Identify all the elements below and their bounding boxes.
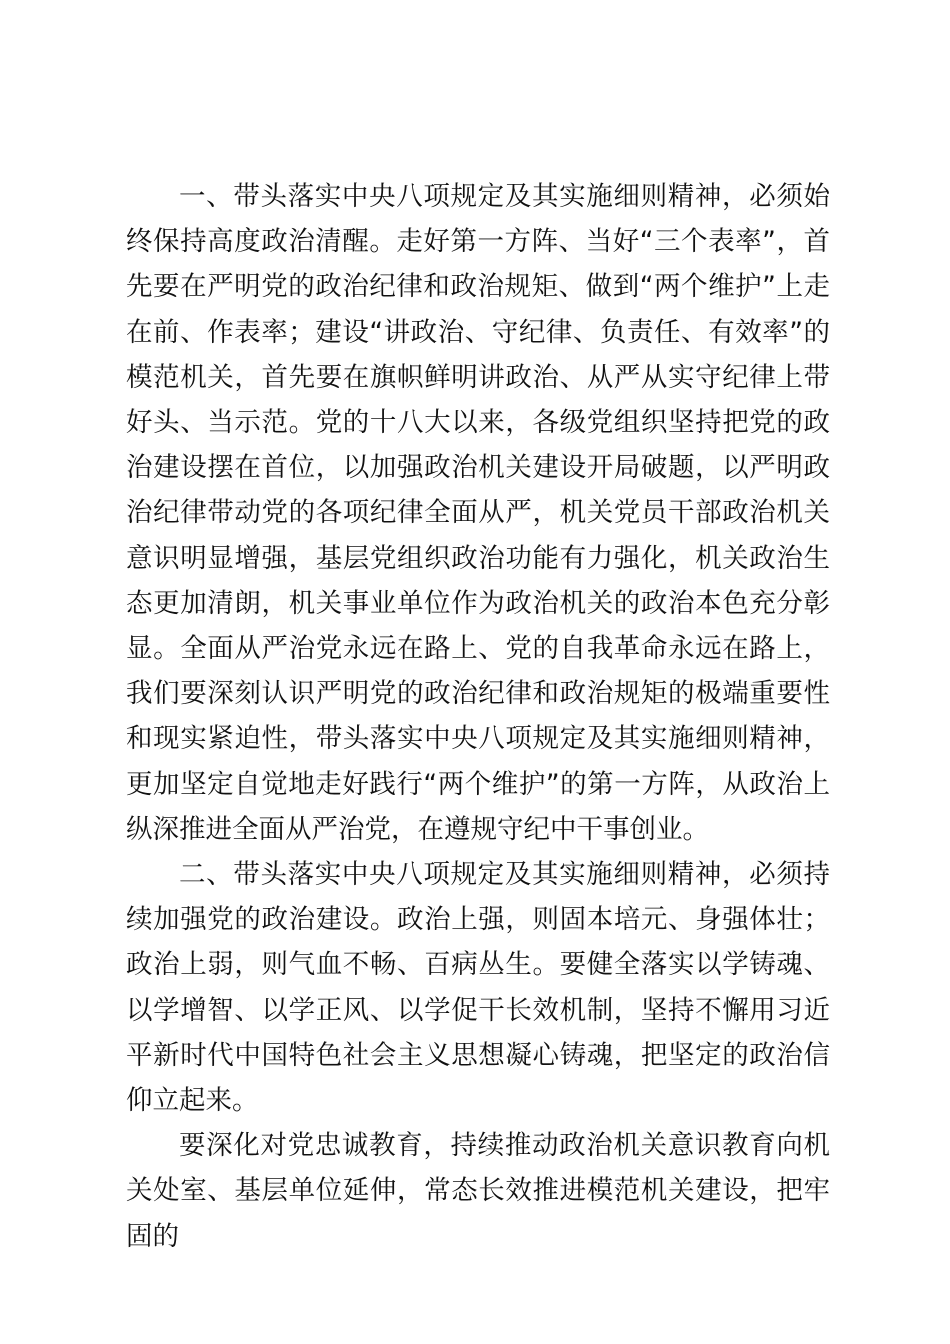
paragraph-2: 二、带头落实中央八项规定及其实施细则精神，必须持续加强党的政治建设。政治上强，则固本培元、身强体壮；政治上弱，则气血不畅、百病丛生。要健全落实以学铸魂、以学增智、以学正风、以学促干长效机制，坚持不懈用习近平新时代中国特色社会主义思想凝心铸魂，把坚定的政治信仰立起来。 xyxy=(126,859,830,1117)
paragraph-1: 一、带头落实中央八项规定及其实施细则精神，必须始终保持高度政治清醒。走好第一方阵、当好“三个表率”，首先要在严明党的政治纪律和政治规矩、做到“两个维护”上走在前、作表率；建设“讲政治、守纪律、负责任、有效率”的模范机关，首先要在旗帜鲜明讲政治、从严从实守纪律上带好头、当示范。党的十八大以来，各级党组织坚持把党的政治建设摆在首位，以加强政治机关建设开局破题，以严明政治纪律带动党的各项纪律全面从严，机关党员干部政治机关意识明显增强，基层党组织政治功能有力强化，机关政治生态更加清朗，机关事业单位作为政治机关的政治本色充分彰显。全面从严治党永远在路上、党的自我革命永远在路上，我们要深刻认识严明党的政治纪律和政治规矩的极端重要性和现实紧迫性，带头落实中央八项规定及其实施细则精神，更加坚定自觉地走好践行“两个维护”的第一方阵，从政治上纵深推进全面从严治党，在遵规守纪中干事创业。 xyxy=(126,181,830,845)
document-body xyxy=(126,174,830,1259)
paragraph-3: 要深化对党忠诚教育，持续推动政治机关意识教育向机关处室、基层单位延伸，常态长效推进模范机关建设，把牢固的 xyxy=(126,1130,830,1252)
